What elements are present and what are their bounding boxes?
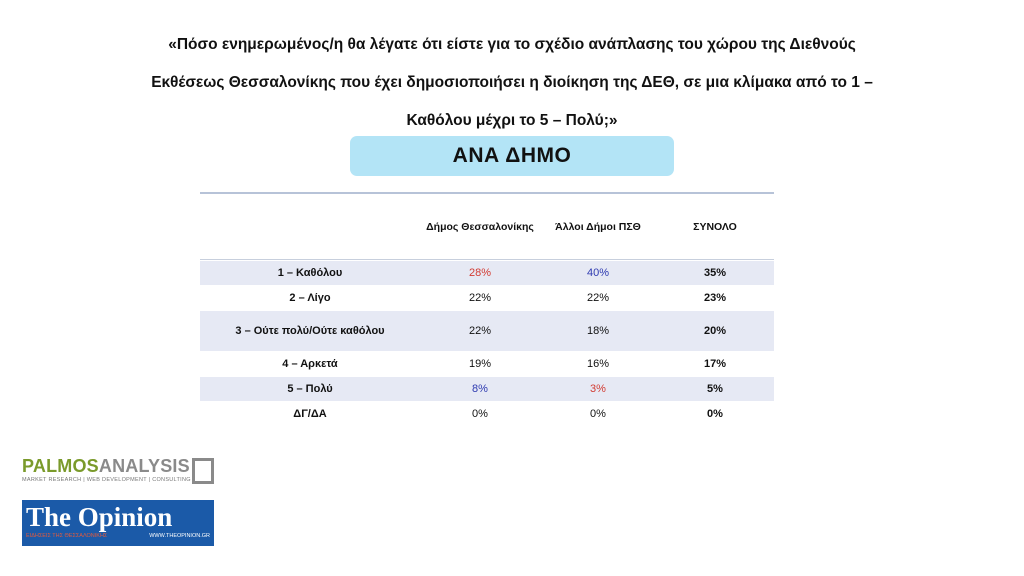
cell-total: 23% — [703, 292, 727, 304]
cell-total: 35% — [703, 267, 727, 279]
question-text — [60, 26, 964, 140]
table-row — [200, 401, 774, 426]
opinion-tagline: ΕΙΔΗΣΕΙΣ ΤΗΣ ΘΕΣΣΑΛΟΝΙΚΗΣ — [26, 533, 108, 539]
cell-total: 0% — [707, 408, 723, 420]
cell-thessaloniki: 19% — [468, 358, 492, 370]
table-row — [200, 310, 774, 351]
the-opinion-logo — [22, 500, 214, 546]
cell-other: 22% — [586, 292, 610, 304]
palmos-tagline: MARKET RESEARCH | WEB DEVELOPMENT | CONSULTING — [22, 477, 191, 483]
table-row — [200, 376, 774, 401]
row-label: 5 – Πολύ — [287, 383, 333, 395]
row-label: 3 – Ούτε πολύ/Ούτε καθόλου — [235, 325, 385, 337]
cell-other: 16% — [586, 358, 610, 370]
palmos-word-1: PALMOS — [22, 456, 99, 476]
row-label: 2 – Λίγο — [289, 292, 331, 304]
cell-thessaloniki: 28% — [468, 267, 492, 279]
header-total: ΣΥΝΟΛΟ — [693, 220, 737, 233]
cell-other: 0% — [590, 408, 606, 420]
cell-total: 20% — [703, 325, 727, 337]
question-line-1: «Πόσο ενημερωμένος/η θα λέγατε ότι είστε για το σχέδιο ανάπλασης του χώρου της Διεθνούς — [168, 36, 856, 53]
question-line-3: Καθόλου μέχρι το 5 – Πολύ;» — [406, 112, 618, 129]
table-row — [200, 351, 774, 376]
palmos-word-2: ANALYSIS — [98, 456, 190, 476]
opinion-url: WWW.THEOPINION.GR — [149, 533, 210, 539]
row-label: 1 – Καθόλου — [277, 267, 343, 279]
cell-other: 40% — [586, 267, 610, 279]
cell-thessaloniki: 22% — [468, 325, 492, 337]
palmos-square-icon — [192, 458, 214, 484]
table-header-row — [200, 194, 774, 260]
palmos-analysis-logo — [22, 456, 214, 490]
opinion-subline — [26, 533, 210, 539]
row-label: ΔΓ/ΔΑ — [293, 408, 327, 420]
cell-total: 5% — [707, 383, 723, 395]
header-thessaloniki: Δήμος Θεσσαλονίκης — [426, 220, 534, 233]
table-row — [200, 260, 774, 285]
cell-thessaloniki: 22% — [468, 292, 492, 304]
section-banner: ΑΝΑ ΔΗΜΟ — [350, 136, 674, 176]
cell-thessaloniki: 0% — [472, 408, 488, 420]
cell-thessaloniki: 8% — [472, 383, 488, 395]
cell-total: 17% — [703, 358, 727, 370]
opinion-title: The Opinion — [26, 502, 173, 532]
palmos-wordmark — [22, 456, 214, 476]
cell-other: 3% — [590, 383, 606, 395]
header-other-municipalities: Άλλοι Δήμοι ΠΣΘ — [555, 220, 641, 233]
question-line-2: Εκθέσεως Θεσσαλονίκης που έχει δημοσιοποιήσει η διοίκηση της ΔΕΘ, σε μια κλίμακα από το 1 – — [151, 74, 873, 91]
cell-other: 18% — [586, 325, 610, 337]
row-label: 4 – Αρκετά — [282, 358, 338, 370]
table-row — [200, 285, 774, 310]
results-table — [200, 192, 774, 426]
